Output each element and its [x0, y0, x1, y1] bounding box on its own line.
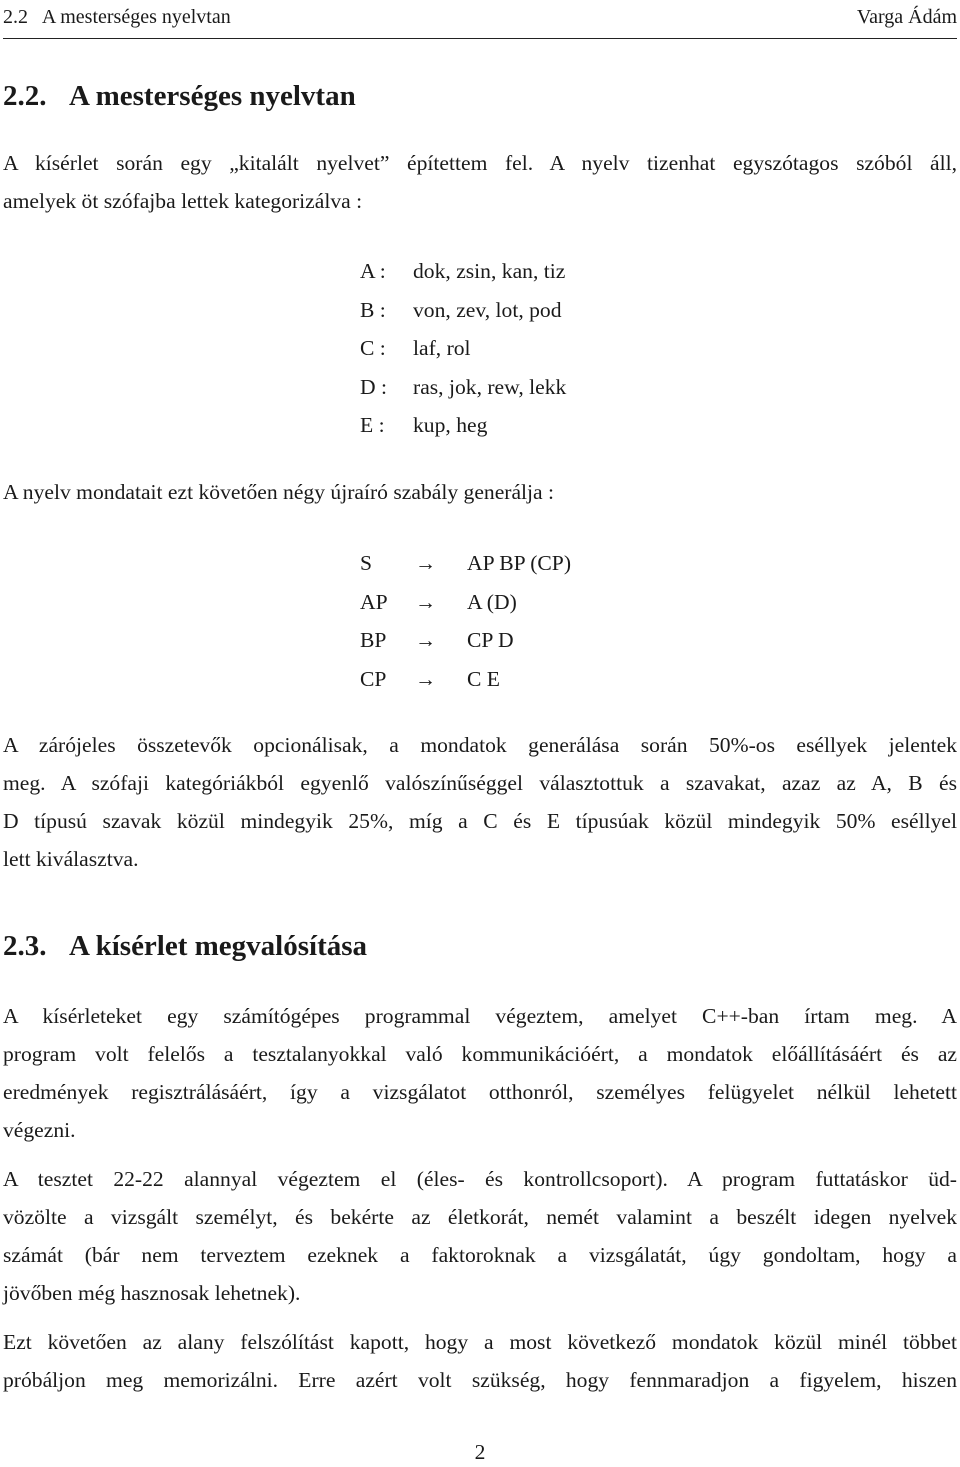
category-words: laf, rol: [413, 336, 471, 360]
text-line: számát (bár nem terveztem ezeknek a faktoroknak a vizsgálatát, úgy gondoltam, hogy a: [3, 1243, 957, 1267]
text-line: eredmények regisztrálásáért, így a vizsgálatot otthonról, személyes felügyelet nélkül lehetett: [3, 1080, 957, 1104]
section-heading: [3, 930, 367, 963]
category-words: kup, heg: [413, 413, 488, 437]
category-row: [360, 329, 760, 368]
category-row: [360, 368, 760, 407]
body-paragraph: [3, 1160, 957, 1312]
category-label: A :: [360, 259, 386, 283]
text-line: Ezt követően az alany felszólítást kapott, hogy a most következő mondatok közül minél többet: [3, 1330, 957, 1354]
right-arrow-icon: →: [415, 551, 436, 575]
rule-lhs: S: [360, 551, 373, 575]
text-line: A zárójeles összetevők opcionálisak, a mondatok generálása során 50%-os eséllyek jelentek: [3, 733, 957, 757]
page-number: 2: [474, 1440, 486, 1464]
category-label: D :: [360, 374, 387, 399]
text-line: próbáljon meg memorizálni. Erre azért volt szükség, hogy fennmaradjon a figyelem, hiszen: [3, 1368, 957, 1392]
running-header-author: Varga Ádám: [856, 6, 957, 28]
right-arrow-icon: →: [415, 666, 436, 691]
text-line: jövőben még hasznosak lehetnek).: [3, 1281, 301, 1305]
section-number: 2.3.: [3, 930, 47, 962]
category-label: E :: [360, 413, 385, 437]
text-line: meg. A szófaji kategóriákból egyenlő valószínűséggel választottuk a szavakat, azaz az A, B és: [3, 771, 957, 795]
category-label: B :: [360, 297, 386, 322]
closing-paragraph: [3, 726, 957, 878]
rule-row: [360, 544, 760, 583]
running-header-section: 2.2 A mesterséges nyelvtan: [3, 6, 231, 28]
category-words: von, zev, lot, pod: [413, 297, 562, 322]
text-line: A kísérlet során egy „kitalált nyelvet” építettem fel. A nyelv tizenhat egyszótagos szóból áll,: [3, 151, 957, 175]
rule-rhs: CP D: [467, 628, 514, 652]
word-category-list: [360, 252, 760, 445]
body-paragraph: [3, 1323, 957, 1399]
category-row: [360, 406, 760, 445]
text-line: amelyek öt szófajba lettek kategorizálva :: [3, 189, 363, 213]
rewrite-rules-list: [360, 544, 760, 698]
category-row: [360, 252, 760, 291]
rule-row: [360, 583, 760, 622]
text-line: végezni.: [3, 1118, 76, 1142]
text-line: A nyelv mondatait ezt követően négy újraíró szabály generálja :: [3, 480, 555, 504]
text-line: program volt felelős a tesztalanyokkal való kommunikációért, a mondatok előállításáért és az: [3, 1042, 957, 1066]
category-label: C :: [360, 336, 386, 360]
text-line: vözölte a vizsgált személyt, és bekérte az életkorát, nemét valamint a beszélt idegen nyelvek: [3, 1205, 957, 1229]
right-arrow-icon: →: [415, 628, 436, 652]
rule-lhs: CP: [360, 666, 387, 691]
category-row: [360, 291, 760, 330]
text-line: D típusú szavak közül mindegyik 25%, míg a C és E típusúak közül mindegyik 50% eséllyel: [3, 809, 957, 833]
text-line: A tesztet 22-22 alannyal végeztem el (éles- és kontrollcsoport). A program futtatáskor üd-: [3, 1167, 957, 1191]
text-line: A kísérleteket egy számítógépes programmal végeztem, amelyet C++-ban írtam meg. A: [3, 1004, 957, 1028]
section-number: 2.2.: [3, 80, 47, 112]
rules-intro-paragraph: [3, 473, 957, 511]
text-line: lett kiválasztva.: [3, 847, 139, 871]
rule-rhs: AP BP (CP): [467, 551, 572, 575]
rule-lhs: AP: [360, 589, 388, 614]
section-heading: [3, 80, 356, 113]
running-header: [3, 2, 957, 32]
category-words: dok, zsin, kan, tiz: [413, 259, 566, 283]
right-arrow-icon: →: [415, 589, 436, 614]
rule-row: [360, 621, 760, 660]
header-rule: [3, 38, 957, 39]
rule-lhs: BP: [360, 628, 387, 652]
rule-rhs: A (D): [467, 589, 517, 614]
section-title: A mesterséges nyelvtan: [69, 80, 356, 112]
category-words: ras, jok, rew, lekk: [413, 374, 567, 399]
body-paragraph: [3, 997, 957, 1149]
rule-rhs: C E: [467, 666, 500, 691]
intro-paragraph: [3, 144, 957, 220]
rule-row: [360, 660, 760, 699]
section-title: A kísérlet megvalósítása: [69, 930, 368, 962]
